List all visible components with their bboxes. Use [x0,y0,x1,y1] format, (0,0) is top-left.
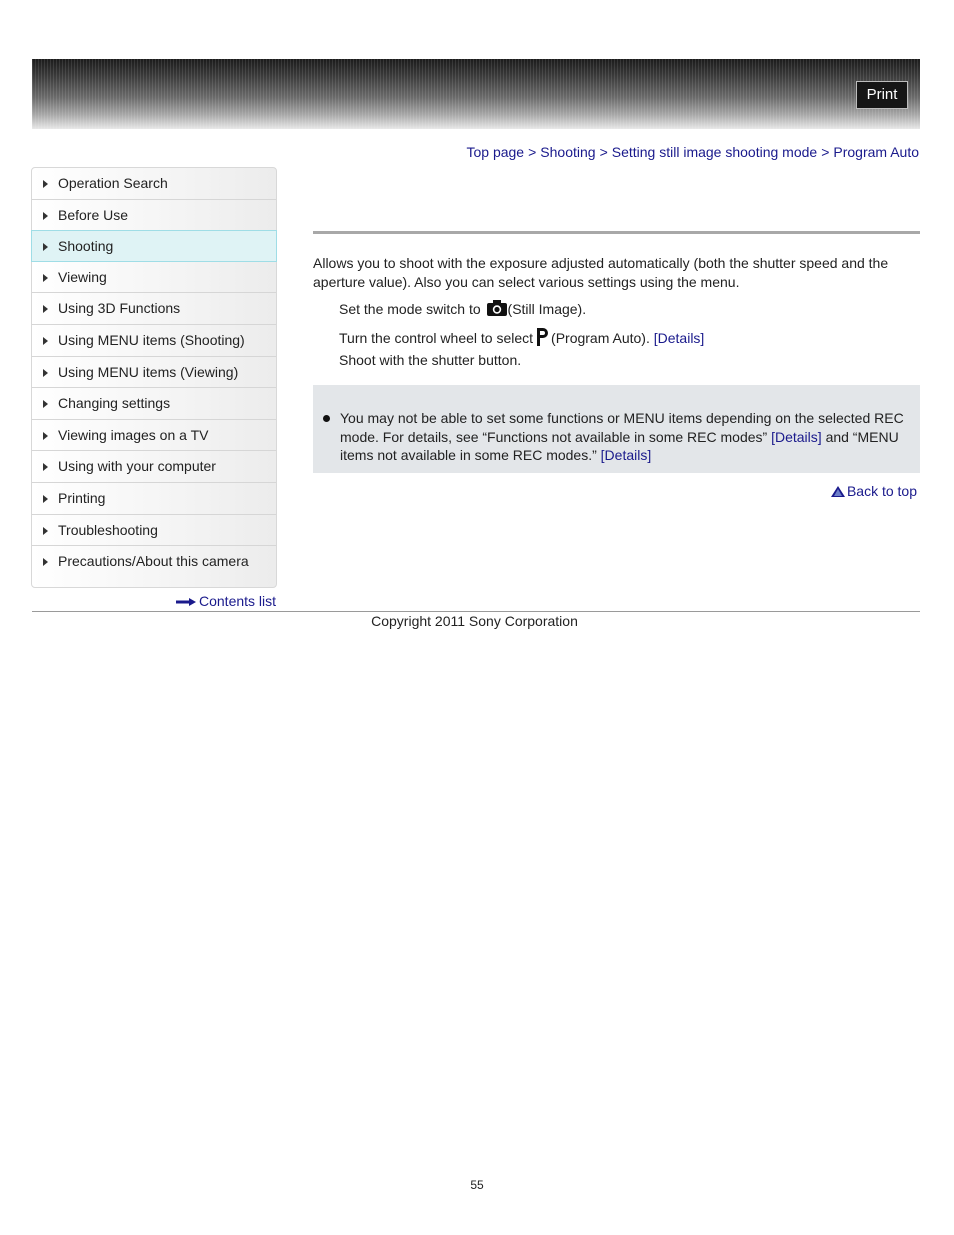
breadcrumb-separator: > [528,144,537,160]
note-box [313,385,920,473]
header-banner [32,59,920,129]
sidebar-item-printing[interactable] [32,483,276,515]
note-part2: and “MENU items not available in some REC modes.” [340,428,899,463]
breadcrumb-shooting[interactable]: Shooting [540,144,596,160]
sidebar-item-label: Viewing images on a TV [58,426,209,443]
copyright [0,613,954,629]
arrow-right-icon [43,337,48,345]
sidebar-item-computer[interactable] [32,451,276,483]
breadcrumb-separator: > [599,144,608,160]
arrow-right-icon [43,432,48,440]
sidebar-item-label: Troubleshooting [58,521,158,538]
sidebar-item-operation-search[interactable] [32,168,276,200]
step-2 [339,327,704,347]
step-1 [339,300,586,317]
sidebar-item-label: Changing settings [58,395,171,412]
back-to-top-label: Back to top [846,483,917,499]
footer-divider [32,611,920,612]
arrow-right-icon [43,212,48,220]
program-auto-p-icon [535,327,549,347]
sidebar-item-precautions[interactable] [32,546,276,578]
sidebar-item-shooting[interactable] [31,230,277,262]
step-1-suffix: (Still Image). [507,301,587,317]
arrow-right-icon [43,495,48,503]
step-2-suffix: (Program Auto). [551,330,650,346]
sidebar-item-label: Using 3D Functions [58,300,181,317]
details-link[interactable]: [Details] [653,330,705,346]
note-text [340,409,915,465]
details-link[interactable]: [Details] [600,447,652,463]
triangle-up-icon [831,486,845,497]
sidebar-item-viewing-tv[interactable] [32,420,276,452]
contents-list-link[interactable] [176,593,276,609]
page-number: 55 [470,1178,484,1192]
arrow-right-icon [176,598,196,606]
breadcrumb-top-page[interactable]: Top page [466,144,525,160]
sidebar-item-label: Shooting [58,238,114,255]
arrow-right-icon [43,180,48,188]
sidebar-item-viewing[interactable] [32,262,276,294]
intro-text: Allows you to shoot with the exposure adjusted automatically (both the shutter speed and the aperture value). Also you can select various settings using the menu. [313,255,889,290]
sidebar-item-label: Using with your computer [58,458,216,475]
camera-icon [487,300,507,316]
sidebar-item-label: Before Use [58,206,129,223]
step-3: Shoot with the shutter button. [339,352,522,368]
sidebar-item-label: Precautions/About this camera [58,553,249,570]
contents-list-label: Contents list [199,593,277,609]
sidebar-item-menu-shooting[interactable] [32,325,276,357]
breadcrumb [466,144,919,160]
details-link[interactable]: [Details] [771,428,822,445]
sidebar-item-changing-settings[interactable] [32,388,276,420]
arrow-right-icon [43,305,48,313]
sidebar-item-before-use[interactable] [32,200,276,232]
sidebar-item-label: Viewing [58,268,107,285]
sidebar-nav [31,167,277,588]
sidebar-item-label: Using MENU items (Shooting) [58,331,245,348]
arrow-right-icon [43,274,48,282]
sidebar-item-label: Operation Search [58,175,168,191]
arrow-right-icon [43,369,48,377]
copyright-text: Copyright 2011 Sony Corporation [371,613,578,629]
arrow-right-icon [43,400,48,408]
note-part1: You may not be able to set some functions or MENU items depending on the selected REC mode. For details, see “Functions not available in some REC modes” [340,410,904,445]
breadcrumb-separator: > [821,144,830,160]
arrow-right-icon [43,243,48,251]
bullet-icon [323,415,330,422]
back-to-top-link[interactable] [831,483,917,499]
print-button[interactable]: Print [856,81,908,109]
arrow-right-icon [43,463,48,471]
title-divider [313,231,920,234]
arrow-right-icon [43,558,48,566]
step-1-prefix: Set the mode switch to [339,301,481,317]
breadcrumb-program-auto[interactable]: Program Auto [833,144,919,160]
sidebar-item-menu-viewing[interactable] [32,357,276,389]
sidebar-item-3d-functions[interactable] [32,293,276,325]
step-2-prefix: Turn the control wheel to select [339,330,534,346]
breadcrumb-still-image-mode[interactable]: Setting still image shooting mode [611,144,818,160]
arrow-right-icon [43,527,48,535]
sidebar-item-label: Printing [58,489,106,506]
sidebar-item-troubleshooting[interactable] [32,515,276,547]
sidebar-item-label: Using MENU items (Viewing) [58,363,239,380]
